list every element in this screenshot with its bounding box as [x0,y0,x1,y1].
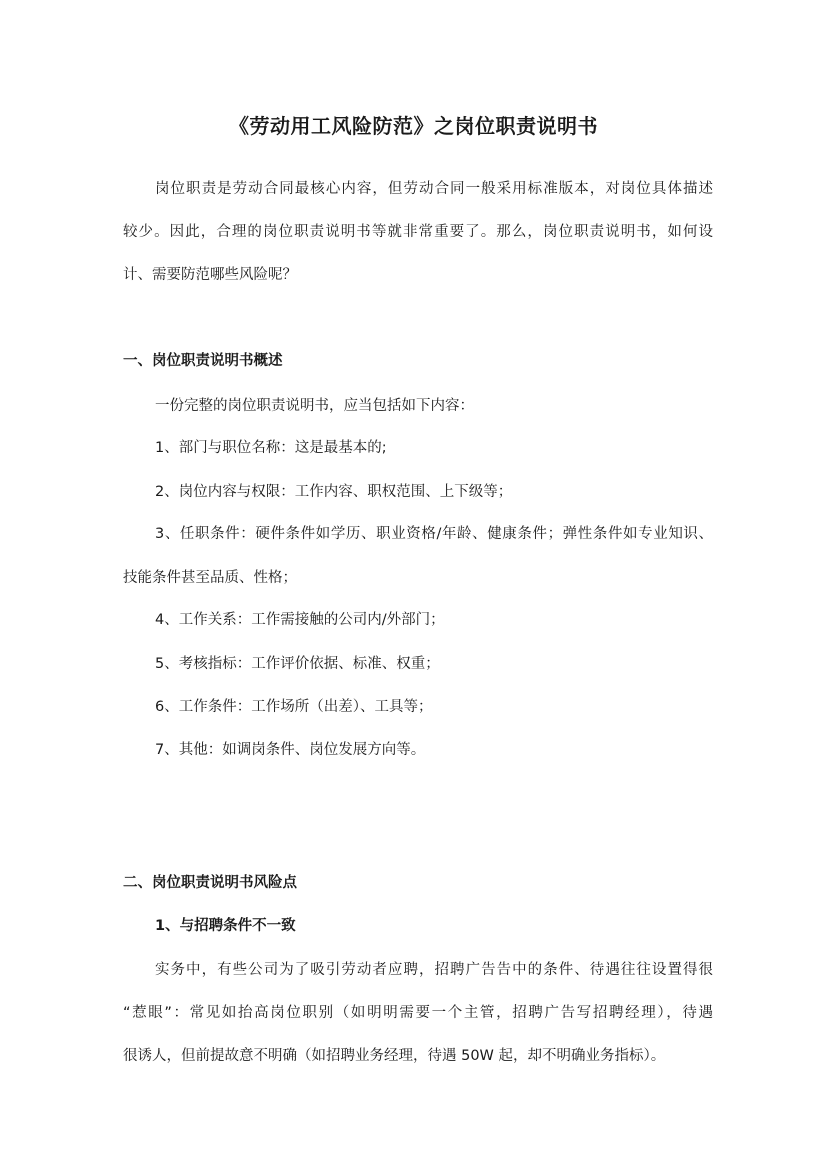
list-item-1: 1、部门与职位名称：这是最基本的; [155,440,387,456]
section-2-para-line-1: 实务中，有些公司为了吸引劳动者应聘，招聘广告告中的条件、待遇往往设置得很 [155,962,713,978]
section-1-heading: 一、岗位职责说明书概述 [123,353,283,369]
intro-line-1: 岗位职责是劳动合同最核心内容，但劳动合同一般采用标准版本，对岗位具体描述 [155,181,713,197]
intro-line-3: 计、需要防范哪些风险呢？ [123,267,297,283]
list-item-5: 5、考核指标：工作评价依据、标准、权重； [155,656,440,672]
list-item-3-line-2: 技能条件甚至品质、性格； [123,570,297,586]
list-item-2: 2、岗位内容与权限：工作内容、职权范围、上下级等； [155,484,513,500]
list-item-6: 6、工作条件：工作场所（出差）、工具等； [155,699,433,715]
section-2-subheading: 1、与招聘条件不一致 [155,918,296,934]
document-title: 《劳动用工风险防范》之岗位职责说明书 [229,114,598,138]
section-1-lead: 一份完整的岗位职责说明书，应当包括如下内容： [155,398,474,414]
list-item-4: 4、工作关系：工作需接触的公司内/外部门； [155,612,445,628]
section-2-para-line-2: “惹眼”：常见如抬高岗位职别（如明明需要一个主管，招聘广告写招聘经理），待遇 [123,1005,713,1021]
intro-line-2: 较少。因此，合理的岗位职责说明书等就非常重要了。那么，岗位职责说明书，如何设 [123,224,713,240]
section-2-para-line-3: 很诱人，但前提故意不明确（如招聘业务经理，待遇 50W 起，却不明确业务指标）。 [123,1048,666,1064]
list-item-7: 7、其他：如调岗条件、岗位发展方向等。 [155,742,426,758]
section-2-heading: 二、岗位职责说明书风险点 [123,875,297,891]
list-item-3-line-1: 3、任职条件：硬件条件如学历、职业资格/年龄、健康条件；弹性条件如专业知识、 [155,526,713,542]
